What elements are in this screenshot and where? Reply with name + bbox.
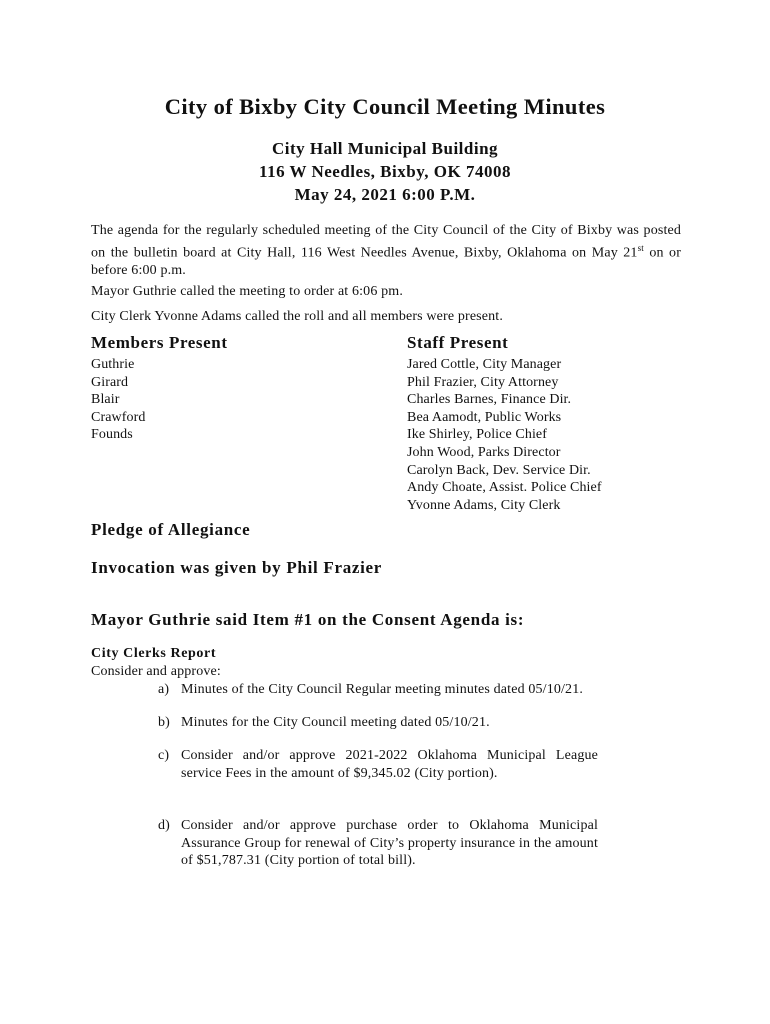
consent-item-d [158,817,598,870]
staff-list [407,356,697,514]
consent-agenda-heading: Mayor Guthrie said Item #1 on the Consent Agenda is: [91,610,525,629]
item-marker: d) [158,818,170,833]
item-marker: a) [158,682,170,697]
staff-present-column [407,333,697,514]
agenda-posting-text-end: on or before 6:00 p.m. [91,245,682,278]
members-list [91,356,371,444]
document-title: City of Bixby City Council Meeting Minutes [164,94,606,119]
meeting-location: City Hall Municipal Building [271,139,499,158]
members-present-heading: Members Present [91,333,228,352]
meeting-address: 116 W Needles, Bixby, OK 74008 [259,162,511,181]
item-text: Consider and/or approve purchase order to Oklahoma Municipal Assurance Group for renewal of City’s property insurance in the amount of $51,787.31 (City portion of total bill). [181,818,598,869]
member-name: Crawford [91,409,146,425]
staff-name: Charles Barnes, Finance Dir. [407,392,572,408]
member-name: Blair [91,392,120,408]
clerks-report-title: City Clerks Report [91,646,217,661]
staff-name: Bea Aamodt, Public Works [407,409,562,425]
staff-name: Ike Shirley, Police Chief [407,427,548,443]
agenda-posting-text: The agenda for the regularly scheduled meeting of the City Council of the City of Bixby was posted on the bulletin board at City Hall, 116 West Needles Avenue, Bixby, Oklahoma on May 21 [91,223,681,261]
staff-name: Andy Choate, Assist. Police Chief [407,480,602,496]
staff-name: Yvonne Adams, City Clerk [407,497,561,513]
member-name: Guthrie [91,357,135,372]
item-marker: c) [158,748,170,763]
staff-present-heading: Staff Present [407,333,509,352]
consider-approve-label: Consider and approve: [91,664,221,679]
staff-name: Phil Frazier, City Attorney [407,374,559,390]
consent-item-a [158,681,678,699]
call-to-order-paragraph: Mayor Guthrie called the meeting to order at 6:06 pm. [91,284,403,299]
consent-item-b [158,714,678,732]
meeting-date-time: May 24, 2021 6:00 P.M. [294,185,476,204]
staff-name: John Wood, Parks Director [407,444,561,460]
consent-item-c [158,747,598,782]
item-text: Minutes of the City Council Regular meeting minutes dated 05/10/21. [181,682,583,697]
pledge-heading: Pledge of Allegiance [91,520,251,539]
members-present-column [91,333,371,444]
date-ordinal-suffix: st [637,242,644,253]
member-name: Founds [91,427,133,443]
staff-name: Carolyn Back, Dev. Service Dir. [407,462,591,478]
member-name: Girard [91,374,129,390]
agenda-posting-paragraph [91,222,681,279]
staff-name: Jared Cottle, City Manager [407,357,562,372]
item-marker: b) [158,715,170,730]
item-text: Minutes for the City Council meeting dated 05/10/21. [181,715,490,730]
invocation-heading: Invocation was given by Phil Frazier [91,558,383,577]
item-text: Consider and/or approve 2021-2022 Oklahoma Municipal League service Fees in the amount of $9,345.02 (City portion). [181,748,598,781]
roll-call-paragraph: City Clerk Yvonne Adams called the roll and all members were present. [91,309,503,324]
